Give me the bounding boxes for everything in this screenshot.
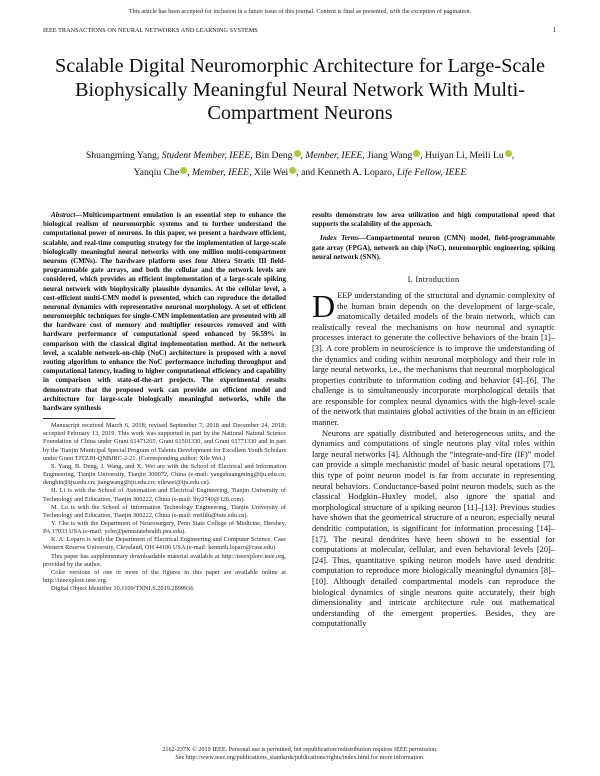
author-separator: ,	[511, 150, 515, 161]
index-terms-text: —Compartmental neuron (CMN) model, field-programmable gate array (FPGA), network on chip (NoC), neuromorphic engineering, spiking neural network (SNN).	[312, 234, 555, 261]
author-line-2: Yanqiu Che , Member, IEEE, Xile Wei , and Kenneth A. Loparo, Life Fellow, IEEE	[133, 166, 467, 178]
footnote-manuscript: Manuscript received March 6, 2018; revised September 7, 2018 and December 24, 2018; accepted February 13, 2019. This work was supported in part by the National Natural Science Foundation of China under Grant 61471265, Grant 61501330, and Grant 61771330 and in part by the Tianjin Municipal Special Program of Talents Development for Excellent Youth Scholars under Grant TJTZJH-QNBJRC-2-21. (Corresponding author: Xile Wei.)	[43, 422, 286, 462]
footnote-color: Color versions of one or more of the figures in this paper are available online at http://ieeexplore.ieee.org.	[43, 568, 286, 585]
footnote-affiliation: H. Li is with the School of Automation and Electrical Engineering, Tianjin University of Technology and Education, Tianjin 300222, China (e-mail: lhy2740@126.com).	[43, 487, 286, 503]
abstract-continuation: results demonstrate low area utilization and high computational speed that supports the scalability of the approach.	[312, 211, 555, 229]
running-head: IEEE TRANSACTIONS ON NEURAL NETWORKS AND LEARNING SYSTEMS	[43, 27, 258, 34]
section-heading: I. Introduction	[407, 274, 460, 284]
author-name: Kenneth A. Loparo,	[317, 166, 395, 178]
drop-cap: D	[312, 287, 336, 324]
intro-paragraph	[312, 287, 555, 429]
index-terms	[312, 234, 555, 262]
author-list	[25, 148, 575, 181]
author-affiliation: Member, IEEE	[305, 150, 363, 161]
copyright-line: 2162-237X © 2019 IEEE. Personal use is permitted, but republication/redistribution requires IEEE permission.	[162, 746, 438, 753]
author-separator: ,	[300, 150, 306, 161]
author-name: Bin Deng	[255, 150, 293, 161]
author-name: Shuangming Yang,	[85, 150, 160, 161]
right-column	[312, 211, 555, 630]
page-number: 1	[552, 27, 556, 34]
footnote-affiliation: S. Yang, B. Deng, J. Wang, and X. Wei are with the School of Electrical and Information Engineering, Tianjin University, Tianjin 300072, China (e-mail: yangshuangming@tju.edu.cn; dengbin@tju.edu.cn; jiangwang@tju.edu.cn; xilewei@tju.edu.cn).	[43, 462, 286, 487]
author-name: Huiyan Li, Meili Lu	[425, 150, 504, 161]
abstract	[43, 211, 286, 413]
footnote-affiliation: M. Lu is with the School of Information Technology Engineering, Tianjin University of Technology and Education, Tianjin 300222, China (e-mail: meililu@tute.edu.cn).	[43, 503, 286, 519]
abstract-label: Abstract	[51, 211, 76, 219]
footnote-affiliation: K. A. Loparo is with the Department of Electrical Engineering and Computer Science, Case Western Reserve University, Cleveland, OH 44106 USA (e-mail: kenneth.loparo@case.edu).	[43, 536, 286, 552]
rights-link[interactable]: See http://www.ieee.org/publications_standards/publications/rights/index.html for more information.	[175, 754, 425, 762]
left-column	[43, 211, 286, 593]
author-name: Xile Wei	[253, 166, 289, 178]
intro-paragraph-text: EEP understanding of the structural and dynamic complexity of the human brain depends on the development of large-scale, anatomically detailed models of the brain network, which can realistically reveal the mechanisms on how neuronal and synaptic processes interact to generate the collective behaviors of the brain [1]–[3]. A core problem in neuroscience is to improve the understanding of the dynamics and coding within neuronal morphology and their role in large neural networks, i.e., the mechanisms that neuronal morphological properties contribute to information coding and behavior [4]–[6]. The challenge is to simultaneously incorporate morphological details that are responsible for complex neural dynamics with the high-level scale of the network that maintains global activities of the brain in an efficient manner.	[312, 290, 555, 428]
intro-paragraph: Neurons are spatially distributed and heterogeneous units, and the dynamics and computations of single neurons play vital roles within large neural networks [4]. Although the “integrate-and-fire (IF)” model can provide a simple mechanistic model of basic neural operations [7], this type of point neuron model is far from accurate in representing neural behaviors. Conductance-based point neuron models, such as the classical Hodgkin–Huxley model, also ignore the spatial and morphological structure of a spiking neuron [11]–[13]. Previous studies have shown that the geometrical structure of a neuron, especially neural dendritic computation, is significant for information processing [14]–[17]. The neural dendrites have been shown to be essential for computations at molecular, cellular, and even behavioral levels [20]–[24]. Thus, quantitative spiking neuron models have used dendritic computation to reproduce more biologically meaningful dynamics [8]–[10]. Although detailed compartmental models can reproduce the biological dynamics of single neurons quite accurately, their high dimensionality and intricate architecture rule out mathematical understanding of the emergent properties. Besides, they are computationally	[312, 428, 555, 629]
author-separator: , and	[296, 166, 318, 178]
author-separator: ,	[187, 166, 193, 178]
copyright-notice	[0, 746, 600, 763]
author-affiliation: Member, IEEE	[192, 166, 250, 178]
author-separator: ,	[420, 150, 426, 161]
author-affiliation: Student Member, IEEE	[161, 150, 251, 161]
footnote-divider	[43, 418, 115, 419]
footnote-supplementary: This paper has supplementary downloadable material available at http://ieeexplore.ieee.org, provided by the author.	[43, 552, 286, 568]
paper-title: Scalable Digital Neuromorphic Architecture for Large-Scale Biophysically Meaningful Neural Network With Multi-Compartment Neurons	[54, 55, 546, 124]
author-affiliation: Life Fellow, IEEE	[396, 166, 467, 178]
abstract-text: —Multicompartment emulation is an essential step to enhance the biological realism of neuromorphic systems and to further understand the computational power of neurons. In this paper, we present a hardware efficient, scalable, and real-time computing strategy for the implementation of large-scale biologically meaningful neural networks with one million multi-compartment neurons (CMNs). The hardware platform uses four Altera Stratix III field-programmable gate arrays, and both the cellular and the network levels are considered, which provides an efficient implementation of a large-scale spiking neural network with biophysically plausible dynamics. At the cellular level, a cost-efficient multi-CMN model is presented, which can reproduce the detailed neuronal dynamics with representative neuronal morphology. A set of efficient neuromorphic techniques for single-CMN implementation are presented with all the hardware cost of memory and multiplier resources removed and with hardware performance of computational speed enhanced by 56.59% in comparison with the classical digital implementation method. At the network level, a scalable network-on-chip (NoC) architecture is proposed with a novel routing algorithm to enhance the NoC performance including throughput and computational latency, leading to higher computational efficiency and capability in comparison with state-of-the-art projects. The experimental results demonstrate that the proposed work can provide an efficient model and architecture for large-scale biologically meaningful networks, while the hardware synthesis	[43, 211, 286, 412]
footnote-affiliation: Y. Che is with the Department of Neurosurgery, Penn State College of Medicine, Hershey, PA 17033 USA (e-mail: yche@pennstatehealth.psu.edu).	[43, 520, 286, 536]
author-separator: ,	[250, 150, 256, 161]
author-line-1: Shuangming Yang, Student Member, IEEE, Bin Deng , Member, IEEE, Jiang Wang , Huiyan Li, Meili Lu ,	[85, 150, 515, 161]
author-name: Yanqiu Che	[133, 166, 180, 178]
orcid-icon[interactable]	[505, 150, 512, 157]
acceptance-notice: This article has been accepted for inclusion in a future issue of this journal. Content is final as presented, with the exception of pagination.	[128, 8, 472, 15]
orcid-icon[interactable]	[294, 150, 301, 157]
footnote-doi: Digital Object Identifier 10.1109/TNNLS.2019.2899936	[51, 585, 194, 593]
author-name: Jiang Wang	[367, 150, 413, 161]
index-terms-label: Index Terms	[320, 234, 359, 243]
